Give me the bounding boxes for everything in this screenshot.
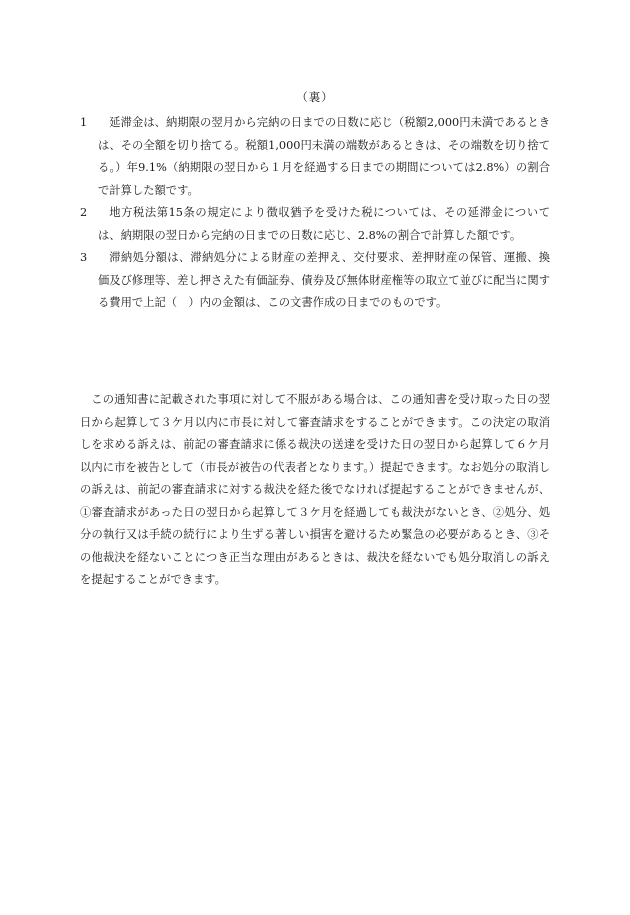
note-text: 地方税法第15条の規定により徴収猶予を受けた税については、その延滞金については、納期限の翌日から完納の日までの日数に応じ、2.8%の割合で計算した額です。 [98,206,550,242]
notes-list [80,112,550,315]
note-number: 1 [80,116,88,129]
note-item-3 [80,247,550,315]
note-item-2 [80,202,550,247]
note-item-1 [80,112,550,202]
page-side-heading: （裏） [296,90,334,104]
note-text: 延滞金は、納期限の翌月から完納の日までの日数に応じ（税額2,000円未満であるときは、その全額を切り捨てる。税額1,000円未満の端数があるときは、その端数を切り捨てる。）年9.1%（納期限の翌日から１月を経過する日までの期間については2.8%）の割合で計算した額です。 [98,116,550,197]
note-text: 滞納処分額は、滞納処分による財産の差押え、交付要求、差押財産の保管、運搬、換価及び修理等、差し押さえた有価証券、債券及び無体財産権等の取立て並びに配当に関する費用で上記（ ）内の金額は、この文書作成の日までのものです。 [98,251,550,309]
note-number: 2 [80,206,88,219]
note-number: 3 [80,251,88,264]
objection-notice-paragraph: この通知書に記載された事項に対して不服がある場合は、この通知書を受け取った日の翌日から起算して３ケ月以内に市長に対して審査請求をすることができます。この決定の取消しを求める訴えは、前記の審査請求に係る裁決の送達を受けた日の翌日から起算して６ケ月以内に市を被告として（市長が被告の代表者となります。）提起できます。なお処分の取消しの訴えは、前記の審査請求に対する裁決を経た後でなければ提起することができませんが、①審査請求があった日の翌日から起算して３ケ月を経過しても裁決がないとき、②処分、処分の執行又は手続の続行により生ずる著しい損害を避けるため緊急の必要があるとき、③その他裁決を経ないことにつき正当な理由があるときは、裁決を経ないでも処分取消しの訴えを提起することができます。 [80,393,550,586]
